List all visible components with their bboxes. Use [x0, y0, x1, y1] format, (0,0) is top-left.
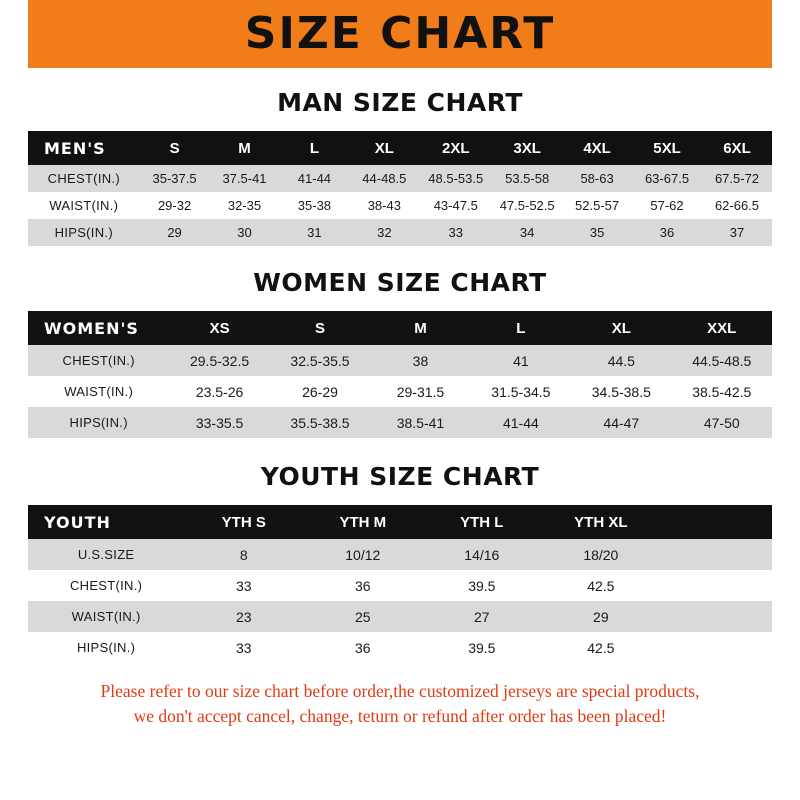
column-header: 2XL	[419, 131, 492, 165]
table-cell: 67.5-72	[702, 165, 772, 192]
row-label: HIPS(IN.)	[28, 632, 184, 663]
table-cell: 25	[303, 601, 422, 632]
row-label: HIPS(IN.)	[28, 219, 140, 246]
table-cell: 48.5-53.5	[419, 165, 492, 192]
table-cell: 36	[303, 632, 422, 663]
table-cell: 39.5	[422, 632, 541, 663]
column-header: 6XL	[702, 131, 772, 165]
table-cell: 32	[349, 219, 419, 246]
table-cell: 8	[184, 539, 303, 570]
row-label: WAIST(IN.)	[28, 601, 184, 632]
table-cell: 39.5	[422, 570, 541, 601]
column-header: YTH L	[422, 505, 541, 539]
table-cell: 29.5-32.5	[169, 345, 269, 376]
table-cell: 41-44	[471, 407, 571, 438]
table-cell: 18/20	[541, 539, 660, 570]
table-cell: 37	[702, 219, 772, 246]
table-cell: 42.5	[541, 570, 660, 601]
table-cell	[660, 601, 772, 632]
table-header-row	[28, 311, 772, 345]
order-notice	[28, 679, 772, 730]
column-header: XS	[169, 311, 269, 345]
table-row	[28, 539, 772, 570]
table-cell: 44-47	[571, 407, 671, 438]
table-cell: 58-63	[562, 165, 632, 192]
table-cell: 42.5	[541, 632, 660, 663]
table-cell: 43-47.5	[419, 192, 492, 219]
column-header: WOMEN'S	[28, 311, 169, 345]
row-label: CHEST(IN.)	[28, 345, 169, 376]
table-cell: 26-29	[270, 376, 370, 407]
table-cell: 34.5-38.5	[571, 376, 671, 407]
table-cell: 35	[562, 219, 632, 246]
table-cell: 27	[422, 601, 541, 632]
table-cell: 52.5-57	[562, 192, 632, 219]
row-label: WAIST(IN.)	[28, 192, 140, 219]
youth-size-table	[28, 505, 772, 663]
header-band	[0, 0, 800, 68]
row-label: WAIST(IN.)	[28, 376, 169, 407]
column-header: YTH S	[184, 505, 303, 539]
table-cell: 30	[210, 219, 280, 246]
table-cell: 36	[632, 219, 702, 246]
table-cell: 33	[419, 219, 492, 246]
table-cell	[660, 570, 772, 601]
table-cell: 29	[541, 601, 660, 632]
column-header: 3XL	[492, 131, 562, 165]
table-cell: 35-38	[279, 192, 349, 219]
table-row	[28, 376, 772, 407]
table-cell: 47-50	[672, 407, 772, 438]
table-row	[28, 219, 772, 246]
table-cell: 44-48.5	[349, 165, 419, 192]
row-label: CHEST(IN.)	[28, 570, 184, 601]
table-row	[28, 601, 772, 632]
column-header: MEN'S	[28, 131, 140, 165]
table-cell: 38	[370, 345, 470, 376]
column-header	[660, 505, 772, 539]
table-cell: 38-43	[349, 192, 419, 219]
table-cell: 34	[492, 219, 562, 246]
row-label: HIPS(IN.)	[28, 407, 169, 438]
table-cell: 29-32	[140, 192, 210, 219]
table-cell: 41	[471, 345, 571, 376]
column-header: XXL	[672, 311, 772, 345]
column-header: XL	[349, 131, 419, 165]
table-cell: 32-35	[210, 192, 280, 219]
table-cell: 14/16	[422, 539, 541, 570]
table-row	[28, 165, 772, 192]
column-header: 5XL	[632, 131, 702, 165]
content-area	[0, 88, 800, 730]
column-header: YTH M	[303, 505, 422, 539]
notice-line-2: we don't accept cancel, change, teturn or refund after order has been placed!	[133, 706, 667, 727]
table-cell: 31	[279, 219, 349, 246]
table-cell: 44.5-48.5	[672, 345, 772, 376]
column-header: YTH XL	[541, 505, 660, 539]
table-cell	[660, 632, 772, 663]
column-header: S	[140, 131, 210, 165]
table-row	[28, 192, 772, 219]
table-cell: 38.5-41	[370, 407, 470, 438]
column-header: S	[270, 311, 370, 345]
table-row	[28, 632, 772, 663]
table-cell: 35-37.5	[140, 165, 210, 192]
women-size-table	[28, 311, 772, 438]
table-cell: 53.5-58	[492, 165, 562, 192]
table-cell: 57-62	[632, 192, 702, 219]
column-header: XL	[571, 311, 671, 345]
table-header-row	[28, 131, 772, 165]
table-cell	[660, 539, 772, 570]
table-cell: 32.5-35.5	[270, 345, 370, 376]
row-label: U.S.SIZE	[28, 539, 184, 570]
column-header: M	[370, 311, 470, 345]
notice-line-1: Please refer to our size chart before order,the customized jerseys are special products,	[100, 681, 700, 701]
column-header: L	[279, 131, 349, 165]
table-cell: 29	[140, 219, 210, 246]
table-cell: 62-66.5	[702, 192, 772, 219]
table-cell: 41-44	[279, 165, 349, 192]
table-cell: 36	[303, 570, 422, 601]
column-header: 4XL	[562, 131, 632, 165]
table-cell: 29-31.5	[370, 376, 470, 407]
row-label: CHEST(IN.)	[28, 165, 140, 192]
column-header: YOUTH	[28, 505, 184, 539]
table-cell: 31.5-34.5	[471, 376, 571, 407]
table-cell: 35.5-38.5	[270, 407, 370, 438]
youth-section-title: YOUTH SIZE CHART	[260, 462, 540, 491]
table-cell: 33	[184, 632, 303, 663]
page-title: SIZE CHART	[244, 8, 556, 59]
table-row	[28, 345, 772, 376]
table-row	[28, 407, 772, 438]
table-cell: 37.5-41	[210, 165, 280, 192]
table-cell: 33	[184, 570, 303, 601]
table-header-row	[28, 505, 772, 539]
table-cell: 23.5-26	[169, 376, 269, 407]
column-header: M	[210, 131, 280, 165]
column-header: L	[471, 311, 571, 345]
man-section-title: MAN SIZE CHART	[277, 88, 523, 117]
table-cell: 44.5	[571, 345, 671, 376]
table-row	[28, 570, 772, 601]
women-section-title: WOMEN SIZE CHART	[253, 268, 547, 297]
table-cell: 38.5-42.5	[672, 376, 772, 407]
table-cell: 33-35.5	[169, 407, 269, 438]
man-size-table	[28, 131, 772, 246]
table-cell: 63-67.5	[632, 165, 702, 192]
table-cell: 23	[184, 601, 303, 632]
table-cell: 47.5-52.5	[492, 192, 562, 219]
table-cell: 10/12	[303, 539, 422, 570]
